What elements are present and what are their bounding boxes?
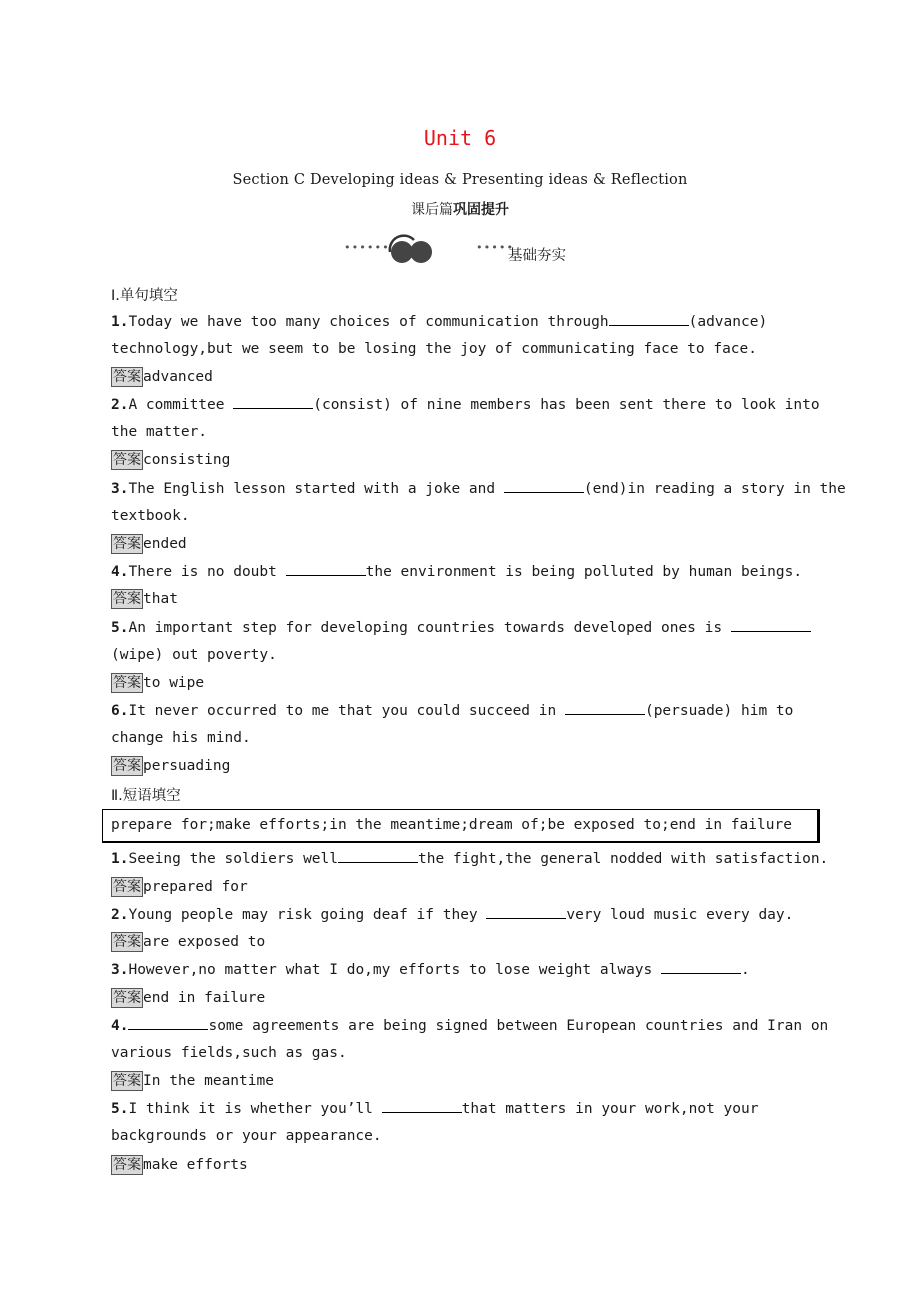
- answer-text: make efforts: [143, 1157, 248, 1173]
- answer-tag: 答案: [113, 1073, 141, 1089]
- answer-line: [111, 877, 248, 897]
- question-line: 2.Young people may risk going deaf if they very loud music every day.: [111, 907, 794, 923]
- question-line-cont: various fields,such as gas.: [111, 1045, 347, 1061]
- question-line: 1.Today we have too many choices of communication through (advance): [111, 314, 768, 330]
- homework-subtitle-a: 课后篇: [411, 202, 453, 218]
- question-line-cont: textbook.: [111, 508, 190, 524]
- answer-blank[interactable]: [504, 479, 584, 493]
- banner-circles-icon: [384, 232, 440, 266]
- answer-blank[interactable]: [286, 562, 366, 576]
- banner-dots-right: •••••: [476, 241, 515, 254]
- question-line: 4. some agreements are being signed between European countries and Iran on: [111, 1018, 829, 1034]
- answer-blank[interactable]: [486, 905, 566, 919]
- question-line-cont: backgrounds or your appearance.: [111, 1128, 382, 1144]
- answer-blank[interactable]: [338, 849, 418, 863]
- answer-line: [111, 367, 213, 387]
- answer-line: [111, 534, 187, 554]
- answer-text: consisting: [143, 452, 231, 468]
- answer-tag: 答案: [113, 990, 141, 1006]
- answer-text: ended: [143, 536, 187, 552]
- answer-tag: 答案: [113, 1157, 141, 1173]
- question-line: 4.There is no doubt the environment is being polluted by human beings.: [111, 564, 803, 580]
- question-line: 3.However,no matter what I do,my efforts to lose weight always .: [111, 962, 750, 978]
- question-line-cont: technology,but we seem to be losing the joy of communicating face to face.: [111, 341, 758, 357]
- answer-text: persuading: [143, 758, 231, 774]
- answer-tag: 答案: [113, 879, 141, 895]
- answer-text: prepared for: [143, 879, 248, 895]
- answer-blank[interactable]: [661, 960, 741, 974]
- question-line: 1.Seeing the soldiers well the fight,the general nodded with satisfaction.: [111, 851, 829, 867]
- banner-text: 基础夯实: [508, 248, 566, 264]
- question-line: 3.The English lesson started with a joke and (end)in reading a story in the: [111, 481, 846, 497]
- answer-blank[interactable]: [128, 1016, 208, 1030]
- question-line: 2.A committee (consist) of nine members has been sent there to look into: [111, 397, 820, 413]
- question-line-cont: (wipe) out poverty.: [111, 647, 277, 663]
- answer-line: [111, 756, 230, 776]
- answer-text: end in failure: [143, 990, 266, 1006]
- answer-line: [111, 589, 178, 609]
- homework-subtitle-b: 巩固提升: [453, 202, 509, 218]
- question-line-cont: change his mind.: [111, 730, 251, 746]
- answer-line: [111, 450, 230, 470]
- answer-tag: 答案: [113, 369, 141, 385]
- phrase-list: prepare for;make efforts;in the meantime;dream of;be exposed to;end in failure: [111, 817, 792, 833]
- level-banner: [344, 232, 584, 266]
- answer-blank[interactable]: [731, 618, 811, 632]
- answer-blank[interactable]: [609, 312, 689, 326]
- answer-line: [111, 673, 204, 693]
- answer-text: are exposed to: [143, 934, 266, 950]
- answer-text: to wipe: [143, 675, 205, 691]
- question-line: 5.I think it is whether you’ll that matters in your work,not your: [111, 1101, 759, 1117]
- answer-line: [111, 1071, 274, 1091]
- answer-tag: 答案: [113, 591, 141, 607]
- answer-text: advanced: [143, 369, 213, 385]
- answer-tag: 答案: [113, 452, 141, 468]
- phrase-box: [102, 809, 820, 843]
- question-line: 5.An important step for developing countries towards developed ones is: [111, 618, 811, 637]
- answer-line: [111, 932, 265, 952]
- question-line: 6.It never occurred to me that you could succeed in (persuade) him to: [111, 703, 794, 719]
- answer-blank[interactable]: [565, 701, 645, 715]
- answer-tag: 答案: [113, 536, 141, 552]
- banner-dots-left: ••••••: [344, 241, 390, 254]
- answer-blank[interactable]: [382, 1099, 462, 1113]
- answer-line: [111, 988, 265, 1008]
- section1-heading: Ⅰ.单句填空: [111, 288, 178, 304]
- answer-blank[interactable]: [233, 395, 313, 409]
- page-title: Unit 6: [423, 126, 497, 150]
- answer-text: that: [143, 591, 178, 607]
- section-subtitle: Section C Developing ideas & Presenting ideas & Reflection: [232, 172, 688, 188]
- answer-tag: 答案: [113, 675, 141, 691]
- answer-line: [111, 1155, 248, 1175]
- homework-subtitle: [0, 199, 920, 219]
- answer-text: In the meantime: [143, 1073, 274, 1089]
- question-line-cont: the matter.: [111, 424, 208, 440]
- answer-tag: 答案: [113, 934, 141, 950]
- section2-heading: Ⅱ.短语填空: [111, 788, 181, 804]
- answer-tag: 答案: [113, 758, 141, 774]
